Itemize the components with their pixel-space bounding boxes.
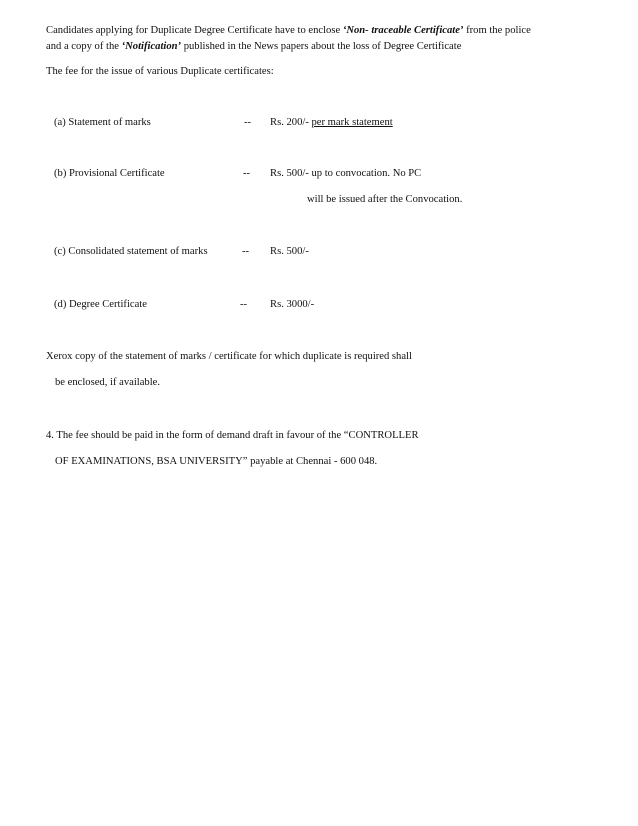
fee-separator: -- (243, 168, 251, 179)
fee-amount-provisional-certificate: Rs. 500/- up to convocation. No PC (270, 168, 422, 179)
intro-text: published in the News papers about the loss of Degree Certificate (181, 41, 462, 52)
fee-amount: Rs. 200/- (270, 117, 312, 128)
fee-amount-statement-of-marks (270, 116, 393, 130)
fee-item-degree-certificate: (d) Degree Certificate (54, 299, 147, 310)
intro-line-1 (46, 24, 531, 38)
fee-separator: -- (240, 299, 248, 310)
fee-heading: The fee for the issue of various Duplicate certificates: (46, 66, 274, 77)
non-traceable-certificate-emphasis: ‘Non- traceable Certificate’ (342, 25, 464, 36)
intro-text: Candidates applying for Duplicate Degree Certificate have to enclose (46, 25, 343, 36)
payment-instruction-line-1: 4. The fee should be paid in the form of demand draft in favour of the “CONTROLLER (46, 430, 419, 441)
notification-emphasis: ‘Notification’ (121, 41, 182, 52)
fee-amount-note: per mark statement (311, 117, 393, 128)
intro-text: from the police (463, 25, 531, 36)
fee-item-consolidated-statement: (c) Consolidated statement of marks (54, 246, 208, 257)
xerox-note-line-2: be enclosed, if available. (55, 377, 161, 388)
fee-amount-degree-certificate: Rs. 3000/- (270, 299, 315, 310)
fee-separator: -- (244, 117, 252, 128)
intro-line-2 (46, 40, 461, 54)
intro-text: and a copy of the (46, 41, 122, 52)
fee-amount-note: will be issued after the Convocation. (307, 194, 463, 205)
fee-item-statement-of-marks: (a) Statement of marks (54, 117, 151, 128)
fee-item-provisional-certificate: (b) Provisional Certificate (54, 168, 165, 179)
payment-instruction-line-2: OF EXAMINATIONS, BSA UNIVERSITY” payable at Chennai - 600 048. (55, 456, 378, 467)
fee-separator: -- (242, 246, 250, 257)
xerox-note-line-1: Xerox copy of the statement of marks / certificate for which duplicate is required shall (46, 351, 412, 362)
fee-amount-consolidated-statement: Rs. 500/- (270, 246, 309, 257)
